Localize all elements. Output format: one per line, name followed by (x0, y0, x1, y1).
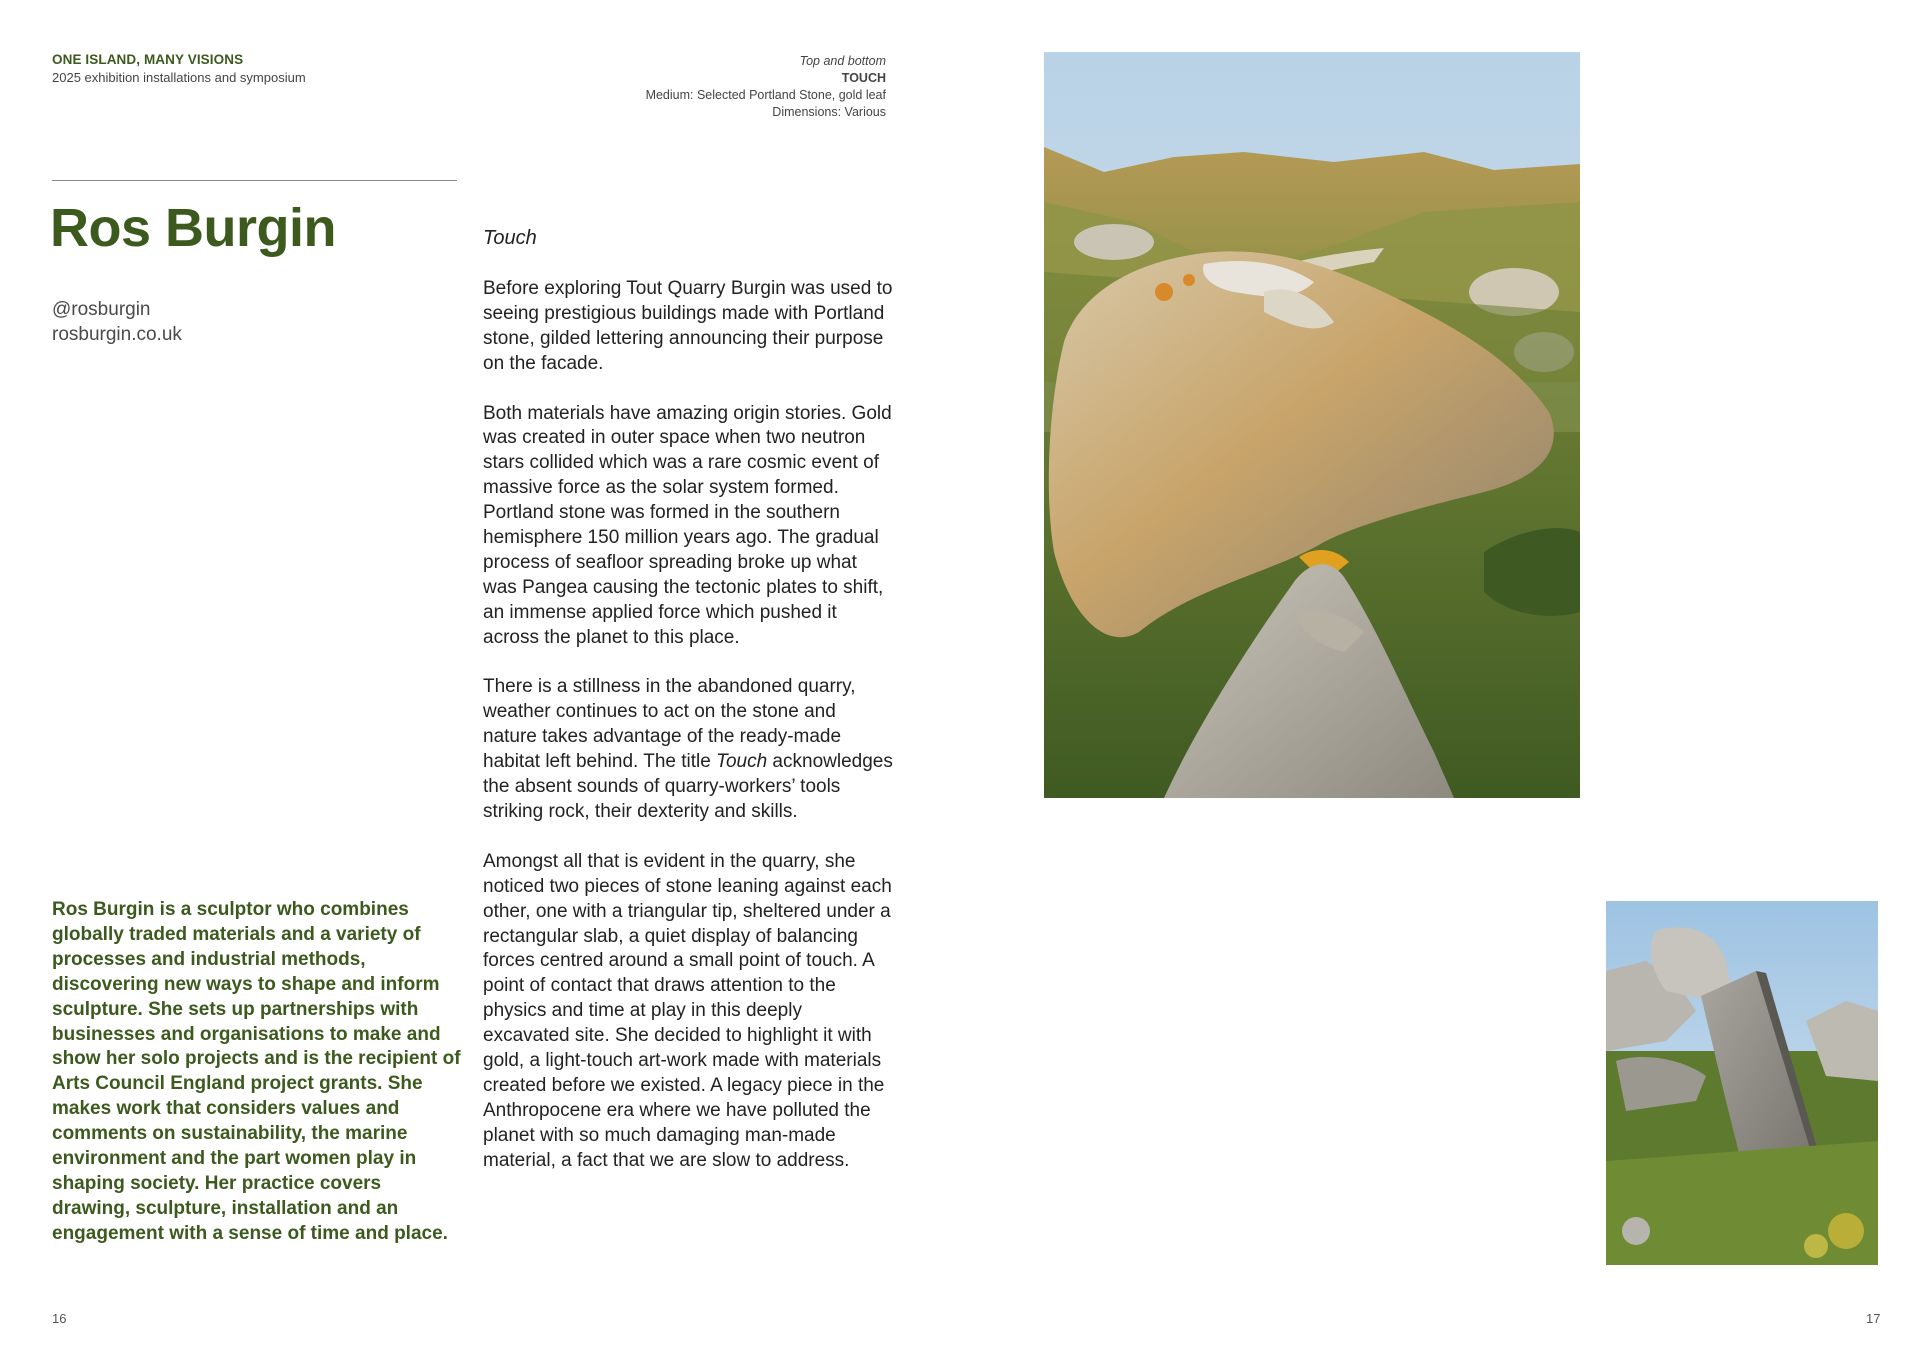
paragraph-3-end: acknowledges the absent sounds of quarry-workers’ tools striking rock, their dexterity and skills. (483, 751, 893, 822)
page-number-right: 17 (1866, 1311, 1881, 1326)
paragraph-2: Both materials have amazing origin stories. Gold was created in outer space when two neutron stars collided which was a rare cosmic event of massive force as the solar system formed. Portland stone was formed in the southern hemisphere 150 million years ago. The gradual process of seafloor spreading broke up what was Pangea causing the tectonic plates to shift, an immense applied force which pushed it across the planet to this place. (483, 402, 892, 648)
paragraph-4: Amongst all that is evident in the quarry, she noticed two pieces of stone leaning against each other, one with a triangular tip, sheltered under a rectangular slab, a quiet display of balancing forces centred around a small point of touch. A point of contact that draws attention to the physics and time at play in this deeply excavated site. She decided to highlight it with gold, a light-touch art-work made with materials created before we existed. A legacy piece in the Anthropocene era where we have polluted the planet with so much damaging man-made material, a fact that we are slow to address. (483, 850, 892, 1171)
caption-work-title: TOUCH (841, 71, 886, 85)
quarry-stones-photo (1044, 52, 1580, 798)
caption-medium: Medium: Selected Portland Stone, gold leaf (645, 88, 886, 102)
paragraph-3 (483, 675, 893, 824)
caption-position: Top and bottom (799, 54, 886, 68)
publication-subtitle: 2025 exhibition installations and symposium (52, 70, 306, 85)
image-caption (560, 53, 886, 121)
paragraph-3-start: There is a stillness in the abandoned quarry, weather continues to act on the stone and nature takes advantage of the ready-made habitat left behind. The title (483, 676, 856, 773)
divider-rule (52, 180, 457, 181)
publication-title: ONE ISLAND, MANY VISIONS (52, 52, 244, 67)
leaning-slab-photo (1606, 901, 1878, 1265)
artist-handle[interactable]: @rosburgin (52, 299, 151, 320)
paragraph-3-italic-title: Touch (716, 751, 768, 773)
artist-bio: Ros Burgin is a sculptor who combines globally traded materials and a variety of processes and industrial methods, discovering new ways to shape and inform sculpture. She sets up partnerships with businesses and organisations to make and show her solo projects and is the recipient of Arts Council England project grants. She makes work that considers values and comments on sustainability, the marine environment and the part women play in shaping society. Her practice covers drawing, sculpture, installation and an engagement with a sense of time and place. (52, 899, 461, 1244)
artist-name: Ros Burgin (50, 198, 336, 258)
page-number-left: 16 (52, 1311, 67, 1326)
work-title: Touch (483, 227, 537, 249)
artist-website[interactable]: rosburgin.co.uk (52, 324, 182, 345)
work-description (483, 277, 893, 1174)
caption-dimensions: Dimensions: Various (772, 105, 886, 119)
artist-contacts (52, 297, 182, 347)
paragraph-1: Before exploring Tout Quarry Burgin was used to seeing prestigious buildings made with Portland stone, gilded lettering announcing their purpose on the facade. (483, 278, 893, 374)
